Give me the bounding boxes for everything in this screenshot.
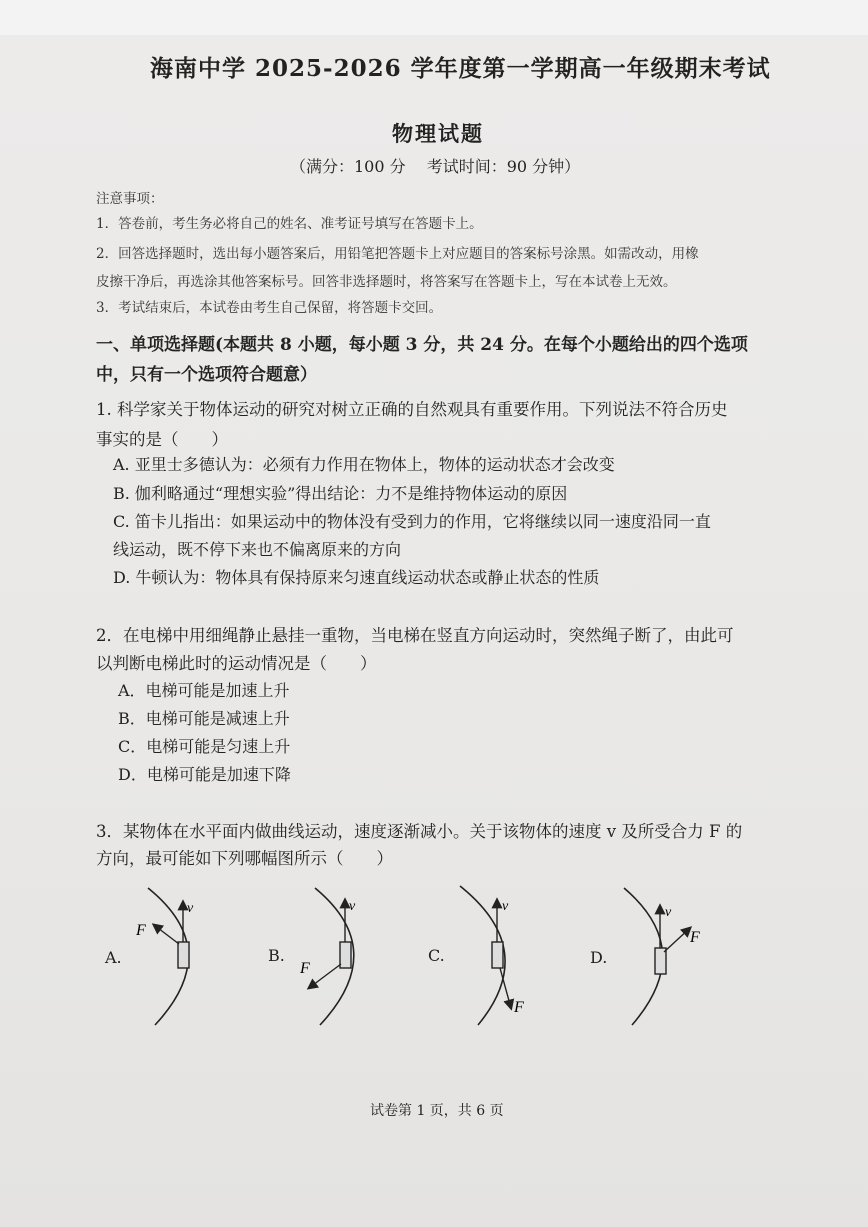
question-3-stem: 3．某物体在水平面内做曲线运动，速度逐渐减小。关于该物体的速度 v 及所受合力 F 的 xyxy=(96,822,743,841)
question-2-stem: 2．在电梯中用细绳静止悬挂一重物，当电梯在竖直方向运动时，突然绳子断了，由此可 xyxy=(96,626,734,645)
figure-d-diagram xyxy=(612,880,722,1030)
section-heading-cont: 中，只有一个选项符合题意） xyxy=(96,365,317,385)
figure-a-label: A. xyxy=(105,948,122,967)
notice-line: 3．考试结束后，本试卷由考生自己保留，将答题卡交回。 xyxy=(96,300,443,316)
question-3-stem-cont: 方向，最可能如下列哪幅图所示（ ） xyxy=(96,849,393,868)
question-2-option-c: C．电梯可能是匀速上升 xyxy=(118,737,291,756)
question-2-option-b: B．电梯可能是减速上升 xyxy=(118,709,290,728)
figure-b-v-label: v xyxy=(349,899,356,914)
figure-c-label: C. xyxy=(428,946,445,965)
figure-a-diagram xyxy=(130,880,240,1030)
question-1-option-b: B. 伽利略通过“理想实验”得出结论：力不是维持物体运动的原因 xyxy=(113,484,568,503)
notice-heading: 注意事项： xyxy=(96,191,164,207)
exam-meta: （满分：100 分 考试时间：90 分钟） xyxy=(290,157,581,176)
question-1-option-a: A. 亚里士多德认为：必须有力作用在物体上，物体的运动状态才会改变 xyxy=(113,455,615,474)
notice-line: 2．回答选择题时，选出每小题答案后，用铅笔把答题卡上对应题目的答案标号涂黑。如需改动，用橡 xyxy=(96,246,699,262)
figure-c-v-label: v xyxy=(502,899,509,914)
question-1-option-c-cont: 线运动，既不停下来也不偏离原来的方向 xyxy=(113,540,402,559)
figure-c-f-label: F xyxy=(514,999,524,1016)
question-2-option-d: D．电梯可能是加速下降 xyxy=(118,765,291,784)
question-1-stem: 1. 科学家关于物体运动的研究对树立正确的自然观具有重要作用。下列说法不符合历史 xyxy=(96,400,728,419)
exam-title: 海南中学 2025-2026 学年度第一学期高一年级期末考试 xyxy=(150,55,771,82)
figure-d-v-label: v xyxy=(665,905,672,920)
notice-line: 皮擦干净后，再选涂其他答案标号。回答非选择题时，将答案写在答题卡上，写在本试卷上无效。 xyxy=(96,274,677,290)
question-2-option-a: A．电梯可能是加速上升 xyxy=(118,681,290,700)
figure-c-diagram xyxy=(450,880,560,1030)
page-footer: 试卷第 1 页，共 6 页 xyxy=(370,1103,504,1119)
question-1-stem-cont: 事实的是（ ） xyxy=(96,430,228,449)
question-1-option-c: C. 笛卡儿指出：如果运动中的物体没有受到力的作用，它将继续以同一速度沿同一直 xyxy=(113,512,711,531)
figure-d-f-label: F xyxy=(690,929,700,946)
figure-a-v-label: v xyxy=(187,901,194,916)
figure-b-label: B. xyxy=(268,946,285,965)
figure-b-diagram xyxy=(295,880,405,1030)
figure-b-f-label: F xyxy=(300,960,310,977)
notice-line: 1．答卷前，考生务必将自己的姓名、准考证号填写在答题卡上。 xyxy=(96,216,483,232)
figure-a-f-label: F xyxy=(136,922,146,939)
question-2-stem-cont: 以判断电梯此时的运动情况是（ ） xyxy=(96,654,377,673)
section-heading: 一、单项选择题(本题共 8 小题，每小题 3 分，共 24 分。在每个小题给出的四个选项 xyxy=(96,335,748,355)
figure-d-label: D. xyxy=(590,948,608,967)
question-1-option-d: D. 牛顿认为：物体具有保持原来匀速直线运动状态或静止状态的性质 xyxy=(113,568,600,587)
exam-subtitle: 物理试题 xyxy=(392,121,484,146)
